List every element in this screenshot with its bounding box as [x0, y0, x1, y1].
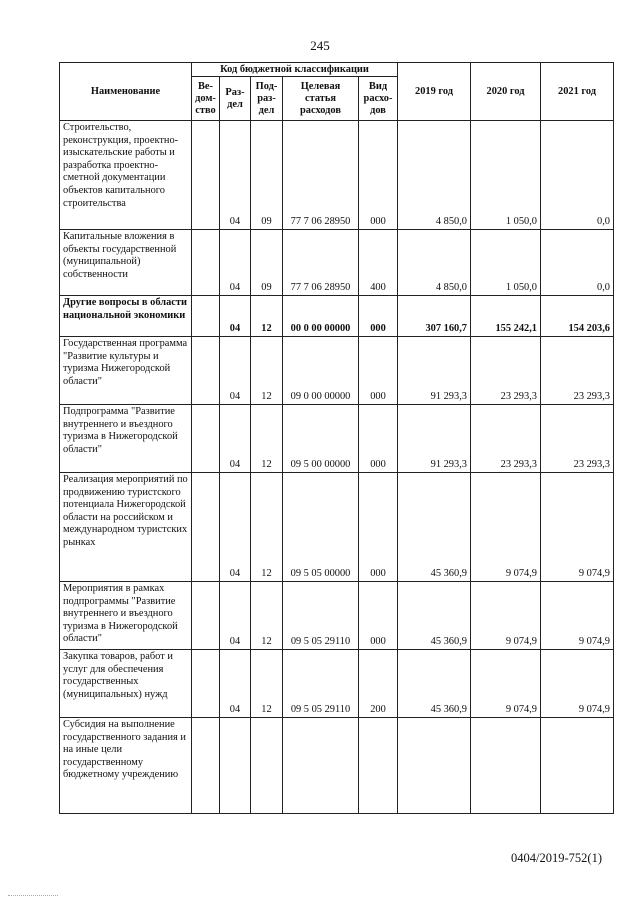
- row-podrazdel: 12: [251, 473, 283, 582]
- row-celevaya: 09 5 05 29110: [283, 582, 359, 650]
- row-name: Строительство, реконструкция, проектно-изыскательские работы и разработка проектно-сметной документации объектов капитального строительства: [60, 121, 192, 230]
- row-name: Государственная программа "Развитие культуры и туризма Нижегородской области": [60, 337, 192, 405]
- row-razdel: 04: [220, 473, 251, 582]
- row-2021: [541, 718, 614, 814]
- row-name: Капитальные вложения в объекты государственной (муниципальной) собственности: [60, 230, 192, 296]
- row-celevaya: 09 5 05 29110: [283, 650, 359, 718]
- row-podrazdel: 09: [251, 121, 283, 230]
- row-vedomstvo: [192, 582, 220, 650]
- row-2021: 23 293,3: [541, 405, 614, 473]
- row-vedomstvo: [192, 473, 220, 582]
- row-razdel: 04: [220, 405, 251, 473]
- header-name: Наименование: [60, 63, 192, 121]
- row-2020: 23 293,3: [471, 337, 541, 405]
- row-2021: 154 203,6: [541, 296, 614, 337]
- row-2019: 307 160,7: [398, 296, 471, 337]
- row-celevaya: 09 5 00 00000: [283, 405, 359, 473]
- row-2019: 45 360,9: [398, 473, 471, 582]
- row-2019: 45 360,9: [398, 650, 471, 718]
- header-vedomstvo: Ве-дом-ство: [192, 77, 220, 121]
- scan-artifact: [8, 895, 58, 898]
- row-2021: 9 074,9: [541, 473, 614, 582]
- table-row: [60, 405, 614, 473]
- row-2021: 0,0: [541, 230, 614, 296]
- row-celevaya: 09 0 00 00000: [283, 337, 359, 405]
- row-2020: 23 293,3: [471, 405, 541, 473]
- row-vid: 000: [359, 121, 398, 230]
- row-2019: [398, 718, 471, 814]
- table-row: [60, 582, 614, 650]
- row-celevaya: [283, 718, 359, 814]
- row-vedomstvo: [192, 230, 220, 296]
- row-celevaya: 09 5 05 00000: [283, 473, 359, 582]
- header-code-group: Код бюджетной классификации: [192, 63, 398, 77]
- header-2020: 2020 год: [471, 63, 541, 121]
- page-number: 245: [310, 38, 330, 53]
- row-podrazdel: 12: [251, 296, 283, 337]
- row-podrazdel: 12: [251, 405, 283, 473]
- row-2020: 9 074,9: [471, 582, 541, 650]
- row-vid: 000: [359, 405, 398, 473]
- row-2020: 9 074,9: [471, 650, 541, 718]
- row-2020: 1 050,0: [471, 230, 541, 296]
- table-row: [60, 296, 614, 337]
- header-razdel: Раз-дел: [220, 77, 251, 121]
- header-celevaya: Целевая статья расходов: [283, 77, 359, 121]
- row-vedomstvo: [192, 650, 220, 718]
- row-razdel: 04: [220, 296, 251, 337]
- row-2019: 91 293,3: [398, 337, 471, 405]
- row-razdel: 04: [220, 230, 251, 296]
- header-vid: Вид расхо-дов: [359, 77, 398, 121]
- row-name: Подпрограмма "Развитие внутреннего и въездного туризма в Нижегородской области": [60, 405, 192, 473]
- row-razdel: 04: [220, 650, 251, 718]
- document-code: 0404/2019-752(1): [511, 851, 602, 865]
- row-vid: [359, 718, 398, 814]
- table-row: [60, 337, 614, 405]
- row-vedomstvo: [192, 718, 220, 814]
- row-2020: 1 050,0: [471, 121, 541, 230]
- row-vedomstvo: [192, 296, 220, 337]
- row-razdel: [220, 718, 251, 814]
- row-vid: 000: [359, 337, 398, 405]
- row-2020: [471, 718, 541, 814]
- row-2020: 9 074,9: [471, 473, 541, 582]
- table-row: [60, 650, 614, 718]
- row-2021: 9 074,9: [541, 650, 614, 718]
- row-vedomstvo: [192, 337, 220, 405]
- header-2021: 2021 год: [541, 63, 614, 121]
- header-2019: 2019 год: [398, 63, 471, 121]
- row-podrazdel: 12: [251, 650, 283, 718]
- row-razdel: 04: [220, 121, 251, 230]
- row-celevaya: 77 7 06 28950: [283, 121, 359, 230]
- table-row: [60, 473, 614, 582]
- row-2019: 4 850,0: [398, 230, 471, 296]
- row-vid: 400: [359, 230, 398, 296]
- row-2019: 45 360,9: [398, 582, 471, 650]
- row-2020: 155 242,1: [471, 296, 541, 337]
- row-vid: 000: [359, 582, 398, 650]
- row-razdel: 04: [220, 337, 251, 405]
- row-celevaya: 00 0 00 00000: [283, 296, 359, 337]
- row-vid: 000: [359, 473, 398, 582]
- row-name: Субсидия на выполнение государственного задания и на иные цели государственному бюджетному учреждению: [60, 718, 192, 814]
- table-row: [60, 230, 614, 296]
- row-name: Реализация мероприятий по продвижению туристского потенциала Нижегородской области на российском и международном туристских рынках: [60, 473, 192, 582]
- row-vedomstvo: [192, 405, 220, 473]
- row-name: Другие вопросы в области национальной экономики: [60, 296, 192, 337]
- row-razdel: 04: [220, 582, 251, 650]
- row-2019: 91 293,3: [398, 405, 471, 473]
- row-vid: 200: [359, 650, 398, 718]
- row-podrazdel: 12: [251, 337, 283, 405]
- table-row: [60, 718, 614, 814]
- row-podrazdel: 12: [251, 582, 283, 650]
- row-name: Мероприятия в рамках подпрограммы "Развитие внутреннего и въездного туризма в Нижегородской области": [60, 582, 192, 650]
- row-celevaya: 77 7 06 28950: [283, 230, 359, 296]
- row-vedomstvo: [192, 121, 220, 230]
- row-2021: 23 293,3: [541, 337, 614, 405]
- budget-table: [59, 62, 614, 814]
- row-podrazdel: 09: [251, 230, 283, 296]
- row-2021: 0,0: [541, 121, 614, 230]
- header-podrazdel: Под-раз-дел: [251, 77, 283, 121]
- table-row: [60, 121, 614, 230]
- row-name: Закупка товаров, работ и услуг для обеспечения государственных (муниципальных) нужд: [60, 650, 192, 718]
- row-2021: 9 074,9: [541, 582, 614, 650]
- row-podrazdel: [251, 718, 283, 814]
- row-vid: 000: [359, 296, 398, 337]
- row-2019: 4 850,0: [398, 121, 471, 230]
